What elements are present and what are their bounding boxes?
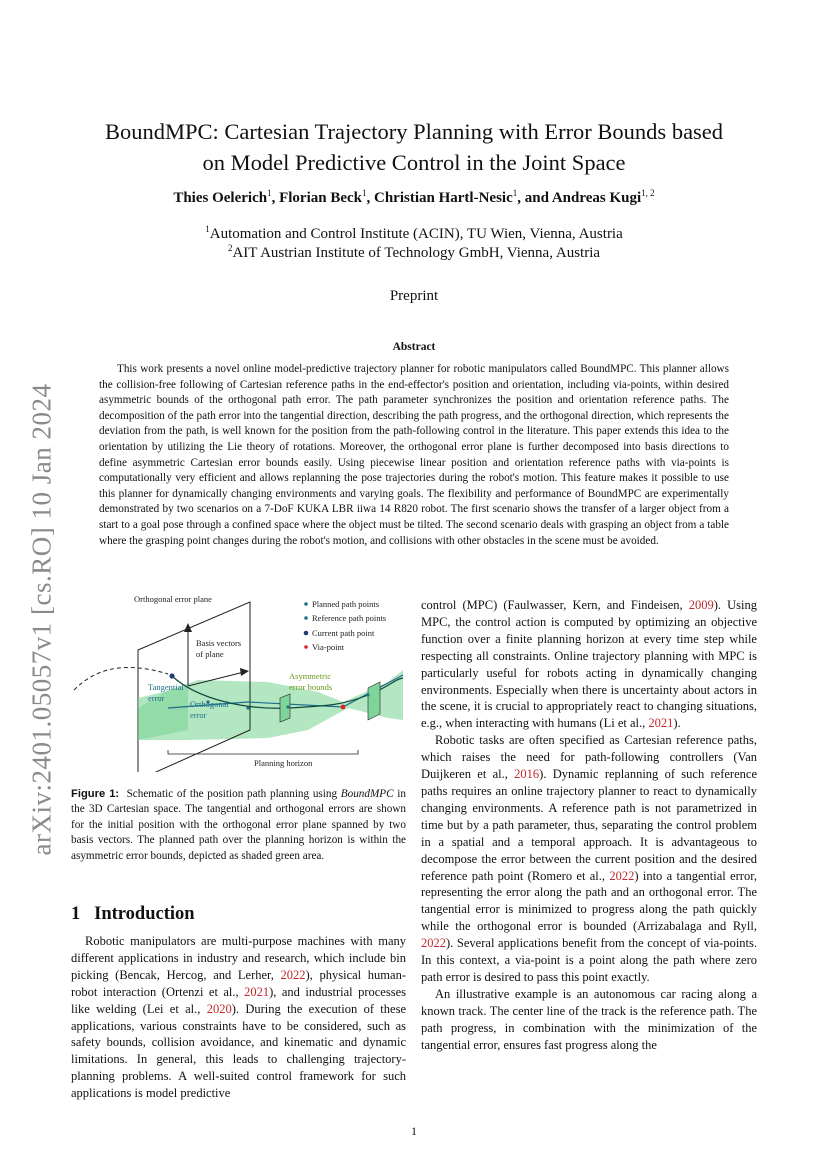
left-paragraph-1 [71, 933, 406, 1102]
legend-via: Via-point [312, 642, 345, 652]
author-1: Thies Oelerich [173, 190, 268, 206]
citation-link[interactable]: 2021 [648, 716, 674, 731]
plane-label: Orthogonal error plane [134, 594, 212, 604]
affiliation-1 [60, 224, 768, 243]
legend-dot-reference [304, 616, 308, 620]
tangential-label-1: Tangential [148, 682, 184, 692]
right-paragraph-1 [421, 597, 757, 732]
section-number: 1 [71, 904, 81, 924]
affiliation-2-text: AIT Austrian Institute of Technology GmbH, Vienna, Austria [232, 245, 601, 261]
lc-p1-c: ), and industrial processes like welding (Lei et al., [71, 984, 406, 1016]
path-point [286, 705, 289, 708]
figure-legend [304, 599, 386, 652]
author-3: , Christian Hartl-Nesic [366, 190, 513, 206]
legend-dot-via [304, 645, 308, 649]
author-2-sup: 1 [362, 188, 367, 198]
legend-planned: Planned path points [312, 599, 380, 609]
author-4-sup: 1, 2 [641, 188, 655, 198]
error-plane-3 [368, 682, 380, 720]
lc-p1-a: Robotic manipulators are multi-purpose machines with many different applications in industry and research, which include bin picking (Bencak, Hercog, and Lerher, [71, 934, 406, 982]
affiliation-1-text: Automation and Control Institute (ACIN), TU Wien, Vienna, Austria [209, 226, 623, 242]
rc-p1-b: ). Using MPC, the control action is computed by optimizing an objective function over a finite planning horizon at every time step while respecting all constraints. Online trajectory planning with MPC is particularly useful for robots acting in dynamically changing environments. Especially when there is uncertainty about actors in the scene, it is crucial to appropriately react to changing situations, e.g., when interacting with humans (Li et al., [421, 598, 757, 731]
affiliation-1-sup: 1 [205, 224, 210, 234]
citation-link[interactable]: 2021 [244, 984, 270, 999]
legend-dot-current [304, 631, 309, 636]
lc-p1-d: ). During the execution of these applications, various constraints have to be considered, such as safety bounds, collision avoidance, and kinematic and dynamic limitations. In general, this leads to challenging trajectory-planning problems. A well-suited control framework for such applications is model predictive [71, 1001, 406, 1101]
rc-p2-a: Robotic tasks are often specified as Cartesian reference paths, which raises the need for path-following controllers (Van Duijkeren et al., [421, 733, 757, 782]
asym-label-1: Asymmetric [289, 671, 332, 681]
left-column-text [71, 933, 406, 1102]
right-column-text [421, 597, 757, 1053]
rc-p1-a: control (MPC) (Faulwasser, Kern, and Findeisen, [421, 598, 689, 612]
path-point [246, 706, 249, 709]
asym-label-2: error bounds [289, 682, 333, 692]
rc-p1-c: ). [673, 716, 681, 731]
author-4: , and Andreas Kugi [517, 190, 642, 206]
paper-title [60, 116, 768, 178]
abstract-body: This work presents a novel online model-predictive trajectory planner for robotic manipulators called BoundMPC. This planner allows the collision-free following of Cartesian reference paths in the end-effector's position and orientation, including via-points, within desired asymmetric bounds of the orthogonal path error. The path parameter synchronizes the position and orientation reference paths. The decomposition of the path error into the tangential direction, describing the path progress, and the orthogonal direction, which represents the deviation from the path, is well known for the position from the path-following control in the literature. This paper extends this idea to the orientation by utilizing the Lie theory of rotations. Moreover, the orthogonal error plane is further decomposed into basis directions to define asymmetric Cartesian error bounds easily. Using piecewise linear position and orientation reference paths with via-points is computationally very efficient and allows replanning the pose trajectories during the robot's motion. This feature makes it possible to use this planner for dynamically changing environments and varying goals. The flexibility and performance of BoundMPC are experimentally demonstrated by two scenarios on a 7-DoF KUKA LBR iiwa 14 R820 robot. The first scenario shows the transfer of a larger object from a start to a goal pose through a confined space where the object must be tilted. The second scenario deals with grasping an object from a table where the grasping point changes during the robot's motion, and collisions with other obstacles in the scene must be avoided. [99, 363, 729, 547]
caption-text-b: in the 3D Cartesian space. The tangential and orthogonal errors are shown for the initial position with the orthogonal error plane spanned by two basis vectors. The planned path over the planning horizon is within the asymmetric error bounds, depicted as shaded green area. [71, 788, 407, 862]
path-point [366, 693, 369, 696]
rc-p2-d: ). Several applications benefit from the concept of via-points. In this context, a via-point is a point along the path where zero path error is desired to pass this point exactly. [421, 936, 757, 984]
caption-text-a: Schematic of the position path planning using [126, 788, 341, 800]
author-2: , Florian Beck [271, 190, 362, 206]
section-title: Introduction [94, 904, 195, 924]
via-point-marker [341, 705, 346, 710]
affiliation-2-sup: 2 [227, 243, 233, 253]
legend-current: Current path point [312, 628, 375, 638]
orthogonal-label-2: error [190, 710, 207, 720]
citation-link[interactable]: 2016 [514, 767, 540, 782]
title-line-1: BoundMPC: Cartesian Trajectory Planning with Error Bounds based [104, 119, 724, 144]
right-paragraph-3: An illustrative example is an autonomous car racing along a known track. The center line of the track is the reference path. The path progress, in combination with the minimization of the tangential error, ensures fast progress along the [421, 986, 757, 1052]
legend-reference: Reference path points [312, 613, 387, 623]
caption-label: Figure 1: [71, 788, 120, 800]
right-paragraph-2 [421, 732, 757, 986]
basis-label-1: Basis vectors [196, 638, 242, 648]
horizon-label: Planning horizon [254, 758, 313, 768]
figure-1-caption [71, 787, 406, 864]
author-list [60, 188, 768, 207]
citation-link[interactable]: 2020 [206, 1001, 232, 1016]
affiliation-2 [60, 243, 768, 262]
author-3-sup: 1 [512, 188, 518, 198]
arxiv-stamp: arXiv:2401.05057v1 [cs.RO] 10 Jan 2024 [26, 383, 57, 856]
orthogonal-label-1: Orthogonal [190, 699, 229, 709]
basis-label-2: of plane [196, 649, 224, 659]
abstract-heading: Abstract [392, 341, 436, 353]
rc-p2-c: ) into a tangential error, representing the error along the path and an orthogonal error. The tangential error is minimized to progress along the path quickly while the orthogonal error is bounded (Arrizabalaga and Ryll, [421, 868, 757, 934]
legend-dot-planned [304, 602, 308, 606]
tangential-label-2: error [148, 693, 165, 703]
citation-link[interactable]: 2022 [609, 868, 635, 883]
rc-p2-b: ). Dynamic replanning of such reference paths requires an online trajectory planner to react to dynamically changing environments. A reference path is not parametrized in time but by a path parameter, thus, separating the control problem in a spatial and a temporal approach. It is advantageous to decompose the error between the current position and the desired reference path point (Romero et al., [421, 767, 757, 883]
citation-link[interactable]: 2009 [688, 598, 714, 612]
citation-link[interactable]: 2022 [421, 936, 446, 951]
preprint-label: Preprint [389, 288, 439, 304]
lc-p1-b: ), physical human-robot interaction (Ortenzi et al., [71, 967, 406, 999]
caption-emph: BoundMPC [340, 788, 394, 800]
current-path-point [169, 673, 174, 678]
basis-arrow-side [240, 668, 249, 676]
author-1-sup: 1 [267, 188, 272, 198]
section-heading [71, 904, 195, 925]
figure-1-schematic [68, 590, 413, 772]
page-number: 1 [411, 1124, 417, 1138]
title-line-2: on Model Predictive Control in the Joint Space [202, 150, 626, 175]
citation-link[interactable]: 2022 [280, 967, 306, 982]
